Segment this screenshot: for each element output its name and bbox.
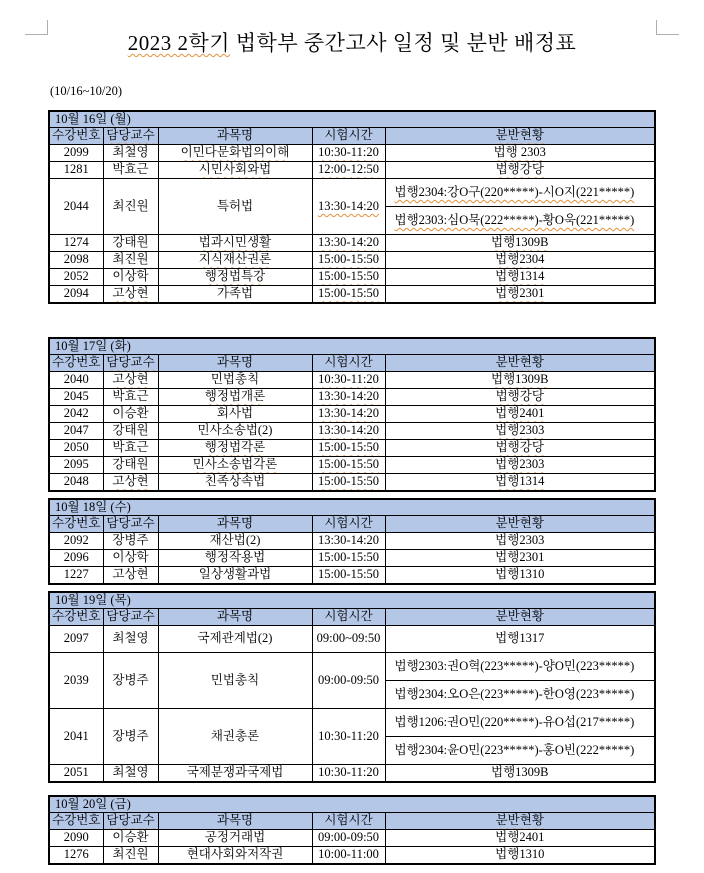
cell-exam-time: 15:00-15:50 xyxy=(312,252,385,269)
cell-exam-time: 10:00-11:00 xyxy=(312,847,385,865)
col-header-section-status: 분반현황 xyxy=(385,355,655,372)
table-row xyxy=(49,162,655,179)
cell-section-room: 법행2303:권O혁(223*****)-양O민(223*****) xyxy=(385,653,655,681)
table-row xyxy=(49,709,655,737)
table-row xyxy=(49,423,655,440)
cell-section-room: 법행 2303 xyxy=(385,145,655,162)
date-range: (10/16~10/20) xyxy=(50,84,123,98)
cell-exam-time: 13:30-14:20 xyxy=(312,235,385,252)
cell-course-name: 특허법 xyxy=(158,179,312,235)
cell-course-no: 1281 xyxy=(49,162,103,179)
col-header-exam-time: 시험시간 xyxy=(312,609,385,626)
title-rest: 법학부 중간고사 일정 및 분반 배정표 xyxy=(230,31,577,55)
cell-section-room: 법행2304:강O구(220*****)-시O지(221*****) xyxy=(385,179,655,207)
cell-section-room: 법행2301 xyxy=(385,550,655,567)
cell-exam-time: 15:00-15:50 xyxy=(312,286,385,304)
cell-professor: 최진원 xyxy=(103,252,158,269)
cell-section-room: 법행2304:윤O민(223*****)-홍O빈(222*****) xyxy=(385,737,655,765)
col-header-course-no: 수강번호 xyxy=(49,813,103,830)
cell-course-name: 행정법개론 xyxy=(158,389,312,406)
table-row xyxy=(49,653,655,681)
exam-day-table xyxy=(48,795,656,865)
table-row xyxy=(49,765,655,783)
cell-section-room: 법행1317 xyxy=(385,626,655,653)
cell-exam-time: 13:30-14:20 xyxy=(312,533,385,550)
cell-exam-time: 15:00-15:50 xyxy=(312,550,385,567)
col-header-section-status: 분반현황 xyxy=(385,128,655,145)
cell-exam-time: 10:30-11:20 xyxy=(312,765,385,783)
day-header: 10월 20일 (금) xyxy=(49,796,655,813)
cell-course-no: 2039 xyxy=(49,653,103,709)
cell-exam-time: 13:30-14:20 xyxy=(312,179,385,235)
cell-professor: 박효근 xyxy=(103,162,158,179)
cell-course-no: 2097 xyxy=(49,626,103,653)
cell-course-name: 시민사회와법 xyxy=(158,162,312,179)
cell-section-room: 법행2303 xyxy=(385,423,655,440)
cell-course-name: 행정법각론 xyxy=(158,440,312,457)
cell-professor: 강태원 xyxy=(103,235,158,252)
table-row xyxy=(49,286,655,304)
col-header-professor: 담당교수 xyxy=(103,355,158,372)
table-row xyxy=(49,389,655,406)
cell-course-no: 2052 xyxy=(49,269,103,286)
cell-course-no: 1274 xyxy=(49,235,103,252)
cell-professor: 박효근 xyxy=(103,440,158,457)
cell-course-no: 2045 xyxy=(49,389,103,406)
cell-exam-time: 13:30-14:20 xyxy=(312,406,385,423)
cell-exam-time: 13:30-14:20 xyxy=(312,423,385,440)
cell-professor: 최철영 xyxy=(103,765,158,783)
cell-professor: 박효근 xyxy=(103,389,158,406)
cell-course-name: 법과시민생활 xyxy=(158,235,312,252)
table-row xyxy=(49,474,655,492)
cell-professor: 장병주 xyxy=(103,709,158,765)
cell-exam-time: 15:00-15:50 xyxy=(312,440,385,457)
cell-course-no: 2098 xyxy=(49,252,103,269)
table-row xyxy=(49,440,655,457)
cell-course-name: 행정작용법 xyxy=(158,550,312,567)
cell-course-name: 일상생활과법 xyxy=(158,567,312,585)
cell-professor: 이승환 xyxy=(103,830,158,847)
table-row xyxy=(49,252,655,269)
table-row xyxy=(49,830,655,847)
margin-corner-mark-right xyxy=(656,20,679,35)
cell-course-name: 이민다문화법의이해 xyxy=(158,145,312,162)
cell-professor: 장병주 xyxy=(103,653,158,709)
cell-course-no: 2096 xyxy=(49,550,103,567)
cell-section-room: 법행강당 xyxy=(385,440,655,457)
table-row xyxy=(49,145,655,162)
cell-professor: 이상학 xyxy=(103,269,158,286)
cell-professor: 강태원 xyxy=(103,423,158,440)
cell-professor: 장병주 xyxy=(103,533,158,550)
cell-professor: 최철영 xyxy=(103,145,158,162)
margin-corner-mark-left xyxy=(25,20,48,35)
cell-course-no: 2099 xyxy=(49,145,103,162)
cell-professor: 고상현 xyxy=(103,567,158,585)
col-header-professor: 담당교수 xyxy=(103,516,158,533)
cell-section-room: 법행2304 xyxy=(385,252,655,269)
title-semester: 2023 2학기 xyxy=(127,31,231,55)
cell-exam-time: 10:30-11:20 xyxy=(312,709,385,765)
cell-section-room: 법행2303 xyxy=(385,533,655,550)
cell-section-room: 법행1314 xyxy=(385,269,655,286)
cell-course-name: 민사소송법각론 xyxy=(158,457,312,474)
cell-professor: 고상현 xyxy=(103,286,158,304)
cell-section-room: 법행1206:권O민(220*****)-유O섭(217*****) xyxy=(385,709,655,737)
col-header-course-name: 과목명 xyxy=(158,813,312,830)
cell-exam-time: 09:00-09:50 xyxy=(312,830,385,847)
cell-course-no: 2095 xyxy=(49,457,103,474)
exam-day-table xyxy=(48,498,656,585)
table-row xyxy=(49,550,655,567)
day-header: 10월 17일 (화) xyxy=(49,338,655,355)
table-row xyxy=(49,457,655,474)
cell-professor: 이상학 xyxy=(103,550,158,567)
cell-section-room: 법행1309B xyxy=(385,765,655,783)
cell-course-name: 가족법 xyxy=(158,286,312,304)
cell-course-name: 회사법 xyxy=(158,406,312,423)
cell-professor: 고상현 xyxy=(103,474,158,492)
col-header-exam-time: 시험시간 xyxy=(312,128,385,145)
cell-course-name: 친족상속법 xyxy=(158,474,312,492)
table-row xyxy=(49,533,655,550)
table-row xyxy=(49,372,655,389)
cell-section-room: 법행1309B xyxy=(385,235,655,252)
tables xyxy=(0,110,704,865)
cell-exam-time: 15:00-15:50 xyxy=(312,567,385,585)
document-title xyxy=(0,0,704,57)
col-header-course-name: 과목명 xyxy=(158,516,312,533)
col-header-professor: 담당교수 xyxy=(103,609,158,626)
exam-day-table xyxy=(48,337,656,492)
col-header-professor: 담당교수 xyxy=(103,128,158,145)
cell-section-room: 법행2303 xyxy=(385,457,655,474)
table-row xyxy=(49,179,655,207)
cell-section-room: 법행1310 xyxy=(385,567,655,585)
cell-course-no: 1276 xyxy=(49,847,103,865)
table-row xyxy=(49,406,655,423)
cell-exam-time: 13:30-14:20 xyxy=(312,389,385,406)
cell-professor: 강태원 xyxy=(103,457,158,474)
cell-section-room: 법행강당 xyxy=(385,162,655,179)
cell-professor: 최진원 xyxy=(103,847,158,865)
cell-course-no: 1227 xyxy=(49,567,103,585)
cell-exam-time: 09:00~09:50 xyxy=(312,626,385,653)
col-header-section-status: 분반현황 xyxy=(385,813,655,830)
col-header-section-status: 분반현황 xyxy=(385,516,655,533)
col-header-course-no: 수강번호 xyxy=(49,355,103,372)
day-header: 10월 19일 (목) xyxy=(49,592,655,609)
cell-course-name: 공정거래법 xyxy=(158,830,312,847)
cell-course-name: 지식재산권론 xyxy=(158,252,312,269)
table-row xyxy=(49,567,655,585)
cell-professor: 최진원 xyxy=(103,179,158,235)
cell-course-no: 2047 xyxy=(49,423,103,440)
col-header-course-name: 과목명 xyxy=(158,355,312,372)
cell-course-name: 민법총칙 xyxy=(158,372,312,389)
col-header-course-name: 과목명 xyxy=(158,609,312,626)
cell-exam-time: 09:00-09:50 xyxy=(312,653,385,709)
cell-course-no: 2094 xyxy=(49,286,103,304)
cell-professor: 이승환 xyxy=(103,406,158,423)
cell-exam-time: 12:00-12:50 xyxy=(312,162,385,179)
col-header-professor: 담당교수 xyxy=(103,813,158,830)
cell-course-no: 2040 xyxy=(49,372,103,389)
cell-course-name: 국제관계법(2) xyxy=(158,626,312,653)
cell-section-room: 법행1310 xyxy=(385,847,655,865)
cell-course-name: 채권총론 xyxy=(158,709,312,765)
cell-exam-time: 15:00-15:50 xyxy=(312,457,385,474)
cell-course-no: 2050 xyxy=(49,440,103,457)
cell-exam-time: 15:00-15:50 xyxy=(312,474,385,492)
col-header-exam-time: 시험시간 xyxy=(312,813,385,830)
table-row xyxy=(49,626,655,653)
cell-section-room: 법행1309B xyxy=(385,372,655,389)
cell-section-room: 법행2401 xyxy=(385,830,655,847)
cell-course-name: 재산법(2) xyxy=(158,533,312,550)
cell-section-room: 법행2303:심O묵(222*****)-황O욱(221*****) xyxy=(385,207,655,235)
col-header-exam-time: 시험시간 xyxy=(312,355,385,372)
cell-course-no: 2051 xyxy=(49,765,103,783)
col-header-course-no: 수강번호 xyxy=(49,128,103,145)
day-header: 10월 16일 (월) xyxy=(49,111,655,128)
day-header: 10월 18일 (수) xyxy=(49,499,655,516)
col-header-exam-time: 시험시간 xyxy=(312,516,385,533)
cell-professor: 최철영 xyxy=(103,626,158,653)
table-row xyxy=(49,269,655,286)
exam-day-table xyxy=(48,591,656,783)
col-header-course-name: 과목명 xyxy=(158,128,312,145)
cell-course-no: 2092 xyxy=(49,533,103,550)
table-row xyxy=(49,847,655,865)
cell-course-no: 2048 xyxy=(49,474,103,492)
cell-course-no: 2090 xyxy=(49,830,103,847)
cell-exam-time: 10:30-11:20 xyxy=(312,372,385,389)
cell-exam-time: 10:30-11:20 xyxy=(312,145,385,162)
cell-course-no: 2041 xyxy=(49,709,103,765)
col-header-course-no: 수강번호 xyxy=(49,516,103,533)
cell-section-room: 법행강당 xyxy=(385,389,655,406)
cell-section-room: 법행2304:오O은(223*****)-한O영(223*****) xyxy=(385,681,655,709)
cell-course-name: 민법총칙 xyxy=(158,653,312,709)
cell-section-room: 법행2401 xyxy=(385,406,655,423)
cell-course-name: 민사소송법(2) xyxy=(158,423,312,440)
cell-exam-time: 15:00-15:50 xyxy=(312,269,385,286)
cell-course-name: 현대사회와저작권 xyxy=(158,847,312,865)
col-header-section-status: 분반현황 xyxy=(385,609,655,626)
cell-course-no: 2042 xyxy=(49,406,103,423)
cell-section-room: 법행2301 xyxy=(385,286,655,304)
cell-course-no: 2044 xyxy=(49,179,103,235)
cell-course-name: 국제분쟁과국제법 xyxy=(158,765,312,783)
cell-professor: 고상현 xyxy=(103,372,158,389)
cell-section-room: 법행1314 xyxy=(385,474,655,492)
table-row xyxy=(49,235,655,252)
exam-day-table xyxy=(48,110,656,304)
col-header-course-no: 수강번호 xyxy=(49,609,103,626)
cell-course-name: 행정법특강 xyxy=(158,269,312,286)
